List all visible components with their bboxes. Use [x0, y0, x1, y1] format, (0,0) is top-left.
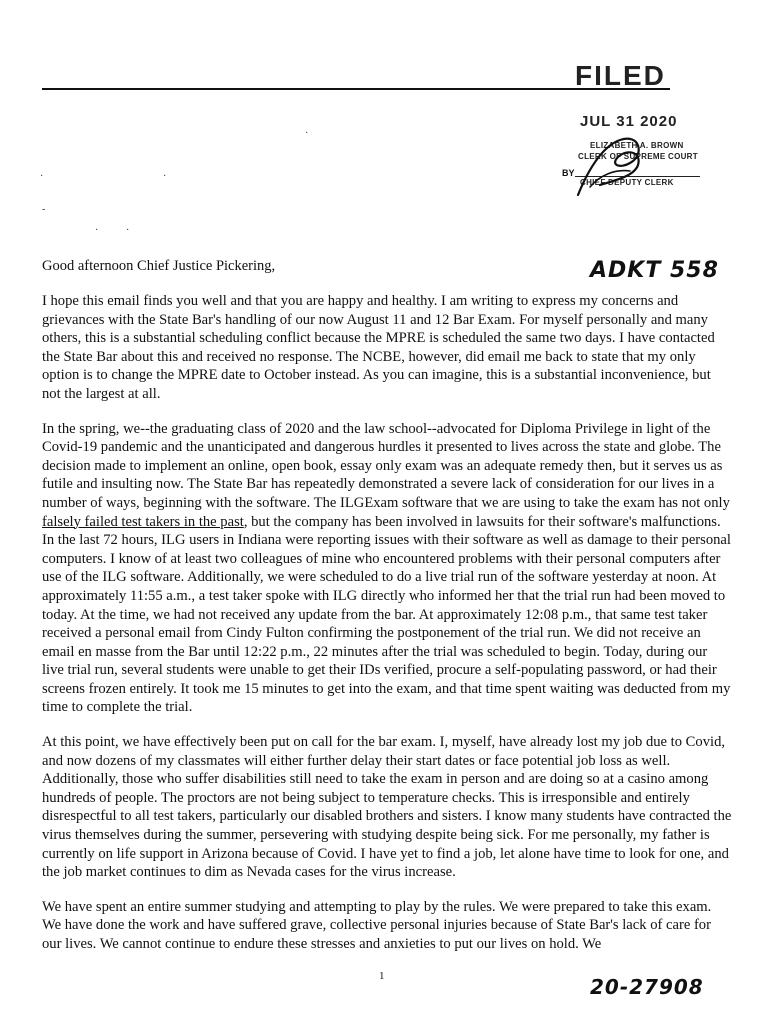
paragraph-2-end: , but the company has been involved in lawsuits for their software's malfunctions. In the last 72 hours, ILG users in Indiana were reporting issues with their software as well as damage to their personal computers. I know of at least two colleagues of mine who encountered problems with their personal computers after use of the ILG software. Additionally, we were scheduled to do a live trial run of the software yesterday at noon. At approximately 11:55 a.m., a test taker spoke with ILG directly who informed her that the trial run had been moved to today. At the time, we had not received any update from the bar. At approximately 12:08 p.m., that same test taker received a personal email from Cindy Fulton confirming the postponement of the trial run. We did not receive an email en masse from the Bar until 12:22 p.m., 22 minutes after the trial was scheduled to begin. Today, during our live trial run, several students were unable to get their IDs verified, procure a self-populating password, or had their screens frozen entirely. It took me 15 minutes to get into the exam, and that time spent waiting was deducted from my time to complete the trial.	[42, 513, 731, 716]
filed-stamp: FILED	[575, 60, 666, 91]
letter-body	[42, 292, 732, 970]
stamp-date: JUL 31 2020	[580, 113, 678, 130]
paragraph-2-start: In the spring, we--the graduating class of 2020 and the law school--advocated for Diploma Privilege in light of the Covid-19 pandemic and the unanticipated and dangerous hurdles it presented to lives across the state and globe. The decision made to implement an online, open book, essay only exam was an adequate remedy then, but it serves us as futile and insulting now. The State Bar has repeatedly demonstrated a severe lack of consideration for our lives in a number of ways, beginning with the software. The ILGExam software that we are using to take the exam has not only	[42, 420, 730, 511]
header-rule	[42, 88, 670, 90]
letter-greeting: Good afternoon Chief Justice Pickering,	[42, 258, 276, 274]
scan-speck: ·	[126, 225, 130, 236]
page-number: 1	[379, 970, 385, 982]
docket-number-handwritten: ADKT 558	[590, 258, 719, 283]
scan-speck: ·	[305, 128, 309, 139]
paragraph-3: At this point, we have effectively been put on call for the bar exam. I, myself, have already lost my job due to Covid, and now dozens of my classmates will either further delay their start dates or face potential job loss as well. Additionally, those who suffer disabilities still need to take the exam in person and are doing so at a casino among hundreds of people. The proctors are not being subject to temperature checks. This is irresponsible and entirely disrespectful to all test takers, particularly our disabled brothers and sisters. I know many students have contracted the virus themselves during the summer, persevering with studying despite being sick. For me personally, my father is currently on life support in Arizona because of Covid. I have yet to find a job, let alone have time to look for one, and the job market continues to dim as Nevada cases for the virus increase.	[42, 734, 732, 881]
scan-speck: -	[42, 204, 46, 215]
scan-speck: ·	[163, 171, 167, 182]
scan-speck: ·	[40, 171, 44, 182]
stamp-deputy-title: CHIEF DEPUTY CLERK	[580, 178, 674, 187]
paragraph-2	[42, 420, 732, 718]
signature-scribble	[560, 125, 680, 205]
falsely-failed-link[interactable]: falsely failed test takers in the past	[42, 513, 244, 530]
scan-speck: ·	[95, 225, 99, 236]
stamp-by-label: BY	[562, 168, 575, 178]
paragraph-4: We have spent an entire summer studying and attempting to play by the rules. We were prepared to take this exam. We have done the work and have suffered grave, collective personal injuries because of State Bar's lack of care for our lives. We cannot continue to endure these stresses and anxieties to put our lives on hold. We	[42, 898, 712, 952]
stamp-clerk-office: CLERK OF SUPREME COURT	[578, 152, 698, 161]
case-number-handwritten: 20-27908	[590, 975, 704, 999]
paragraph-1: I hope this email finds you well and that you are happy and healthy. I am writing to express my concerns and grievances with the State Bar's handling of our now August 11 and 12 Bar Exam. For myself personally and many others, this is a substantial scheduling conflict because the MPRE is scheduled the same two days. I have contacted the State Bar about this and received no response. The NCBE, however, did email me back to state that my only option is to change the MPRE date to October instead. As you can imagine, this is a substantial inconvenience, but not the largest at all.	[42, 293, 715, 402]
stamp-clerk-name: ELIZABETH A. BROWN	[590, 141, 684, 150]
